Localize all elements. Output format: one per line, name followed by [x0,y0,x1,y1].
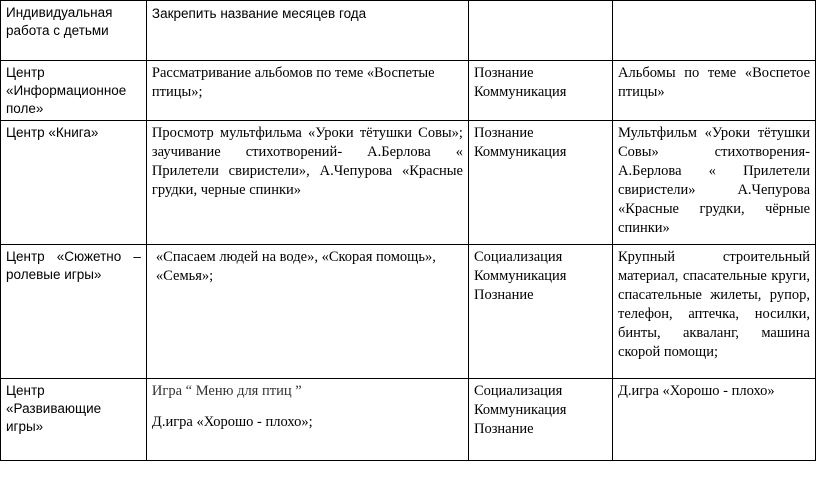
domain-item: Познание [473,125,534,141]
area-cell [1,379,147,461]
materials-cell [613,1,816,61]
materials-text: Мультфильм «Уроки тётушки Совы» стихотворения- А.Берлова « Прилетели свиристели» А.Чепурова «Красные грудки, чёрные спинки» [618,125,810,236]
domains-cell [468,379,612,461]
activity-cell [146,245,468,379]
area-text: Центр «Развивающие игры» [6,383,102,434]
area-cell [1,245,147,379]
materials-text: Крупный строительный материал, спасательные круги, спасательные жилеты, рупор, телефон, аптечка, носилки, бинты, акваланг, машина скорой помощи; [618,249,810,360]
activity-cell [146,379,468,461]
table-row [1,1,816,61]
activity-cell [146,121,468,245]
materials-cell [613,379,816,461]
activity-text: Рассматривание альбомов по теме «Воспетые птицы»; [151,65,435,100]
activity-cell [146,1,468,61]
activity-text: Просмотр мультфильма «Уроки тётушки Совы»; заучивание стихотворений- А.Берлова « Прилетели свиристели», А.Чепурова «Красные грудки, черные спинки» [151,125,463,198]
area-text: Центр «Сюжетно – ролевые игры» [6,249,141,282]
domain-item: Коммуникация [473,268,567,284]
domain-item: Коммуникация [473,402,567,418]
area-text: Центр «Информационное поле» [6,65,127,116]
domains-cell [468,245,612,379]
domain-item: Познание [473,65,534,81]
materials-text: Альбомы по теме «Воспетое птицы» [618,65,810,100]
materials-text: Д.игра «Хорошо - плохо» [618,383,775,399]
domain-item: Познание [473,287,534,303]
area-text: Центр «Книга» [6,125,99,140]
area-cell [1,61,147,121]
activity-game-line: Игра “ Меню для птиц ” [151,383,302,399]
materials-cell [613,121,816,245]
area-cell [1,121,147,245]
table-row [1,121,816,245]
activity-cell [146,61,468,121]
table-row [1,61,816,121]
domains-cell [468,1,612,61]
activity-text: «Спасаем людей на воде», «Скорая помощь», «Семья»; [155,249,436,284]
domains-cell [468,121,612,245]
domains-cell [468,61,612,121]
spacer [152,401,463,413]
area-line: работа с детьми [6,23,109,38]
domain-item: Познание [473,421,534,437]
materials-cell [613,245,816,379]
area-line: Индивидуальная [6,5,113,20]
domain-item: Социализация [473,249,563,265]
area-cell [1,1,147,61]
domain-item: Коммуникация [473,144,567,160]
materials-cell [613,61,816,121]
activity-game-line: Д.игра «Хорошо - плохо»; [151,414,313,430]
table-row [1,379,816,461]
domain-item: Социализация [473,383,563,399]
activity-text: Закрепить название месяцев года [151,6,367,21]
table-row [1,245,816,379]
domain-item: Коммуникация [473,84,567,100]
